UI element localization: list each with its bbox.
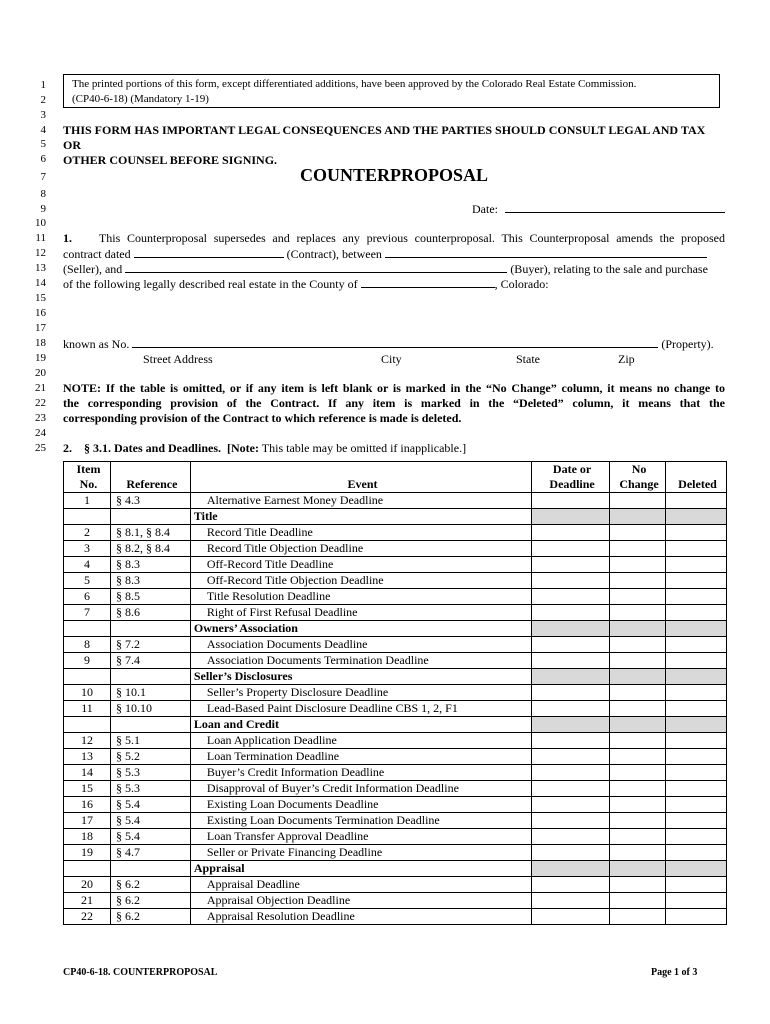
table-row	[64, 909, 727, 925]
date-deadline-cell[interactable]	[532, 701, 610, 717]
line-number: 18	[35, 337, 46, 349]
group-heading: Seller’s Disclosures	[190, 669, 531, 685]
contract-between-label: (Contract), between	[286, 247, 382, 261]
deleted-cell[interactable]	[666, 733, 727, 749]
item-no-cell: 22	[64, 909, 111, 925]
line-number: 16	[35, 307, 46, 319]
date-deadline-cell	[532, 717, 610, 733]
deleted-cell[interactable]	[666, 781, 727, 797]
section1-line8	[63, 336, 725, 352]
line-number: 6	[40, 153, 46, 165]
item-no-cell: 10	[64, 685, 111, 701]
reference-cell: § 5.1	[110, 733, 190, 749]
section2-note-text: This table may be omitted if inapplicable.]	[261, 441, 467, 455]
table-group-row	[64, 509, 727, 525]
item-no-cell	[64, 621, 111, 637]
line-number: 14	[35, 277, 46, 289]
event-cell: Loan Transfer Approval Deadline	[190, 829, 531, 845]
item-no-cell: 15	[64, 781, 111, 797]
line-number: 9	[40, 203, 46, 215]
item-no-cell	[64, 717, 111, 733]
state-caption: State	[516, 352, 540, 366]
no-change-cell[interactable]	[610, 541, 666, 557]
table-row	[64, 829, 727, 845]
reference-cell: § 6.2	[110, 909, 190, 925]
date-deadline-cell	[532, 621, 610, 637]
date-deadline-cell[interactable]	[532, 909, 610, 925]
date-row	[472, 201, 725, 217]
buyer-relating-label: (Buyer), relating to the sale and purchase	[510, 262, 708, 276]
no-change-cell[interactable]	[610, 797, 666, 813]
item-no-cell: 5	[64, 573, 111, 589]
reference-cell: § 8.3	[110, 557, 190, 573]
reference-cell: § 6.2	[110, 877, 190, 893]
line-number: 13	[35, 262, 46, 274]
reference-cell: § 8.3	[110, 573, 190, 589]
event-cell: Lead-Based Paint Disclosure Deadline CBS 1, 2, F1	[190, 701, 531, 717]
line-number: 7	[40, 171, 46, 183]
property-label: (Property).	[661, 337, 714, 351]
table-row	[64, 493, 727, 509]
item-no-cell: 12	[64, 733, 111, 749]
table-row	[64, 589, 727, 605]
table-group-row	[64, 669, 727, 685]
deleted-cell[interactable]	[666, 701, 727, 717]
no-change-cell[interactable]	[610, 557, 666, 573]
reference-cell: § 5.3	[110, 781, 190, 797]
table-row	[64, 605, 727, 621]
table-row	[64, 797, 727, 813]
footer-page-number: Page 1 of 3	[651, 967, 698, 978]
header-reference: Reference	[110, 462, 190, 493]
item-no-cell: 2	[64, 525, 111, 541]
group-heading: Appraisal	[190, 861, 531, 877]
section1-line4	[63, 276, 725, 292]
no-change-cell[interactable]	[610, 893, 666, 909]
event-cell: Appraisal Objection Deadline	[190, 893, 531, 909]
warning-line-1: THIS FORM HAS IMPORTANT LEGAL CONSEQUENCES AND THE PARTIES SHOULD CONSULT LEGAL AND TAX OR	[63, 123, 706, 152]
event-cell: Association Documents Deadline	[190, 637, 531, 653]
no-change-cell[interactable]	[610, 733, 666, 749]
no-change-cell[interactable]	[610, 749, 666, 765]
date-deadline-cell[interactable]	[532, 845, 610, 861]
date-deadline-cell	[532, 509, 610, 525]
table-row	[64, 749, 727, 765]
deleted-cell	[666, 669, 727, 685]
table-row	[64, 733, 727, 749]
no-change-cell	[610, 621, 666, 637]
header-no-change: No Change	[610, 462, 666, 493]
line-number: 12	[35, 247, 46, 259]
item-no-cell: 21	[64, 893, 111, 909]
deleted-cell[interactable]	[666, 813, 727, 829]
known-as-label: known as No.	[63, 337, 130, 351]
section2-heading	[63, 441, 725, 456]
reference-cell	[110, 861, 190, 877]
item-no-cell: 7	[64, 605, 111, 621]
event-cell: Existing Loan Documents Deadline	[190, 797, 531, 813]
table-row	[64, 765, 727, 781]
date-deadline-cell	[532, 669, 610, 685]
approval-notice-box	[63, 74, 720, 108]
deleted-cell[interactable]	[666, 525, 727, 541]
no-change-cell[interactable]	[610, 653, 666, 669]
event-cell: Record Title Objection Deadline	[190, 541, 531, 557]
reference-cell: § 6.2	[110, 893, 190, 909]
no-change-cell	[610, 669, 666, 685]
deleted-cell[interactable]	[666, 557, 727, 573]
reference-cell: § 5.4	[110, 813, 190, 829]
county-label: of the following legally described real estate in the County of	[63, 277, 358, 291]
deleted-cell[interactable]	[666, 493, 727, 509]
deleted-cell[interactable]	[666, 685, 727, 701]
notice-line-2: (CP40-6-18) (Mandatory 1-19)	[72, 93, 209, 105]
item-no-cell: 11	[64, 701, 111, 717]
reference-cell	[110, 717, 190, 733]
date-deadline-cell[interactable]	[532, 765, 610, 781]
item-no-cell: 9	[64, 653, 111, 669]
reference-cell: § 10.10	[110, 701, 190, 717]
line-number: 4	[40, 124, 46, 136]
line-number: 1	[40, 79, 46, 91]
date-deadline-cell[interactable]	[532, 605, 610, 621]
footer-form-id: CP40-6-18. COUNTERPROPOSAL	[63, 967, 218, 978]
date-field[interactable]	[505, 201, 725, 213]
reference-cell: § 7.4	[110, 653, 190, 669]
event-cell: Association Documents Termination Deadline	[190, 653, 531, 669]
section1-intro: This Counterproposal supersedes and replaces any previous counterproposal. This Counterproposal amends the proposed	[98, 231, 725, 245]
date-deadline-cell[interactable]	[532, 749, 610, 765]
date-deadline-cell[interactable]	[532, 781, 610, 797]
date-deadline-cell[interactable]	[532, 653, 610, 669]
section2-number: 2.	[63, 441, 72, 455]
line-number: 24	[35, 427, 46, 439]
table-row	[64, 877, 727, 893]
seller-and-label: (Seller), and	[63, 262, 123, 276]
reference-cell: § 5.2	[110, 749, 190, 765]
line-number: 15	[35, 292, 46, 304]
event-cell: Appraisal Resolution Deadline	[190, 909, 531, 925]
item-no-cell: 18	[64, 829, 111, 845]
table-row	[64, 685, 727, 701]
deleted-cell[interactable]	[666, 749, 727, 765]
note-line-1: NOTE: If the table is omitted, or if any item is left blank or is marked in the “No Change” column, it means no change to	[63, 381, 725, 395]
no-change-cell[interactable]	[610, 637, 666, 653]
no-change-cell[interactable]	[610, 589, 666, 605]
line-number: 17	[35, 322, 46, 334]
reference-cell: § 10.1	[110, 685, 190, 701]
deleted-cell[interactable]	[666, 637, 727, 653]
no-change-cell[interactable]	[610, 605, 666, 621]
notice-line-1: The printed portions of this form, except differentiated additions, have been approved by the Colorado Real Estate Commission.	[72, 78, 637, 90]
date-deadline-cell[interactable]	[532, 893, 610, 909]
deleted-cell[interactable]	[666, 605, 727, 621]
table-row	[64, 845, 727, 861]
section1-line3	[63, 261, 725, 277]
event-cell: Alternative Earnest Money Deadline	[190, 493, 531, 509]
table-row	[64, 557, 727, 573]
date-deadline-cell[interactable]	[532, 733, 610, 749]
event-cell: Buyer’s Credit Information Deadline	[190, 765, 531, 781]
deleted-cell	[666, 861, 727, 877]
reference-cell: § 8.5	[110, 589, 190, 605]
table-row	[64, 525, 727, 541]
table-row	[64, 813, 727, 829]
line-number: 21	[35, 382, 46, 394]
group-heading: Loan and Credit	[190, 717, 531, 733]
item-no-cell: 13	[64, 749, 111, 765]
event-cell: Disapproval of Buyer’s Credit Information Deadline	[190, 781, 531, 797]
reference-cell: § 5.3	[110, 765, 190, 781]
reference-cell: § 8.2, § 8.4	[110, 541, 190, 557]
buyer-name-field[interactable]	[125, 261, 507, 273]
page-title: COUNTERPROPOSAL	[299, 165, 488, 185]
date-deadline-cell[interactable]	[532, 525, 610, 541]
warning-line-2: OTHER COUNSEL BEFORE SIGNING.	[63, 153, 278, 167]
table-row	[64, 541, 727, 557]
line-number: 2	[40, 94, 46, 106]
deleted-cell[interactable]	[666, 797, 727, 813]
table-row	[64, 637, 727, 653]
county-field[interactable]	[361, 276, 495, 288]
dates-deadlines-table	[63, 461, 727, 925]
table-row	[64, 893, 727, 909]
no-change-cell[interactable]	[610, 525, 666, 541]
date-deadline-cell[interactable]	[532, 573, 610, 589]
event-cell: Title Resolution Deadline	[190, 589, 531, 605]
date-deadline-cell[interactable]	[532, 637, 610, 653]
header-item-no: Item No.	[64, 462, 111, 493]
line-number: 5	[40, 138, 46, 150]
item-no-cell: 19	[64, 845, 111, 861]
item-no-cell: 17	[64, 813, 111, 829]
reference-cell	[110, 669, 190, 685]
date-deadline-cell[interactable]	[532, 589, 610, 605]
deleted-cell[interactable]	[666, 829, 727, 845]
line-number: 25	[35, 442, 46, 454]
header-date-deadline: Date or Deadline	[532, 462, 610, 493]
section2-title: § 3.1. Dates and Deadlines.	[84, 441, 222, 455]
legal-warning	[63, 123, 725, 168]
event-cell: Appraisal Deadline	[190, 877, 531, 893]
event-cell: Existing Loan Documents Termination Deadline	[190, 813, 531, 829]
event-cell: Seller’s Property Disclosure Deadline	[190, 685, 531, 701]
event-cell: Record Title Deadline	[190, 525, 531, 541]
date-deadline-cell[interactable]	[532, 877, 610, 893]
group-heading: Owners’ Association	[190, 621, 531, 637]
no-change-cell[interactable]	[610, 701, 666, 717]
line-number: 19	[35, 352, 46, 364]
note-line-2: the corresponding provision of the Contract. If any item is marked in the “Deleted” column, it means that the	[63, 396, 725, 410]
zip-caption: Zip	[618, 352, 635, 366]
property-address-field[interactable]	[132, 336, 658, 348]
item-no-cell: 1	[64, 493, 111, 509]
date-deadline-cell	[532, 861, 610, 877]
no-change-cell[interactable]	[610, 877, 666, 893]
section2-note-label: [Note:	[227, 441, 259, 455]
reference-cell: § 8.1, § 8.4	[110, 525, 190, 541]
item-no-cell: 20	[64, 877, 111, 893]
no-change-cell[interactable]	[610, 813, 666, 829]
legal-description-area[interactable]	[63, 293, 723, 337]
section1-line2	[63, 246, 725, 262]
date-deadline-cell[interactable]	[532, 829, 610, 845]
no-change-cell[interactable]	[610, 781, 666, 797]
event-cell: Loan Application Deadline	[190, 733, 531, 749]
item-no-cell: 16	[64, 797, 111, 813]
reference-cell: § 4.3	[110, 493, 190, 509]
seller-name-field[interactable]	[385, 246, 707, 258]
deleted-cell	[666, 621, 727, 637]
no-change-cell[interactable]	[610, 493, 666, 509]
deleted-cell[interactable]	[666, 653, 727, 669]
event-cell: Loan Termination Deadline	[190, 749, 531, 765]
street-address-caption: Street Address	[143, 352, 213, 366]
deleted-cell	[666, 717, 727, 733]
no-change-cell[interactable]	[610, 845, 666, 861]
date-deadline-cell[interactable]	[532, 685, 610, 701]
reference-cell	[110, 509, 190, 525]
table-group-row	[64, 717, 727, 733]
date-deadline-cell[interactable]	[532, 541, 610, 557]
deleted-cell	[666, 509, 727, 525]
no-change-cell[interactable]	[610, 573, 666, 589]
table-row	[64, 653, 727, 669]
line-number: 10	[35, 217, 46, 229]
section1-line1	[63, 231, 725, 246]
colorado-label: , Colorado:	[494, 277, 549, 291]
reference-cell: § 4.7	[110, 845, 190, 861]
date-label: Date:	[472, 202, 498, 216]
line-number: 23	[35, 412, 46, 424]
section1-number: 1.	[63, 231, 72, 245]
item-no-cell	[64, 509, 111, 525]
item-no-cell	[64, 669, 111, 685]
no-change-cell	[610, 717, 666, 733]
no-change-cell	[610, 509, 666, 525]
deleted-cell[interactable]	[666, 589, 727, 605]
reference-cell: § 5.4	[110, 829, 190, 845]
deleted-cell[interactable]	[666, 573, 727, 589]
date-deadline-cell[interactable]	[532, 493, 610, 509]
date-deadline-cell[interactable]	[532, 813, 610, 829]
item-no-cell: 4	[64, 557, 111, 573]
deleted-cell[interactable]	[666, 877, 727, 893]
deleted-cell[interactable]	[666, 845, 727, 861]
no-change-cell[interactable]	[610, 909, 666, 925]
city-caption: City	[381, 352, 402, 366]
item-no-cell: 6	[64, 589, 111, 605]
reference-cell: § 5.4	[110, 797, 190, 813]
event-cell: Off-Record Title Objection Deadline	[190, 573, 531, 589]
deleted-cell[interactable]	[666, 893, 727, 909]
line-number: 8	[40, 188, 46, 200]
group-heading: Title	[190, 509, 531, 525]
table-group-row	[64, 621, 727, 637]
no-change-cell[interactable]	[610, 765, 666, 781]
line-number: 22	[35, 397, 46, 409]
reference-cell	[110, 621, 190, 637]
table-row	[64, 701, 727, 717]
event-cell: Off-Record Title Deadline	[190, 557, 531, 573]
line-number: 11	[35, 232, 46, 244]
item-no-cell	[64, 861, 111, 877]
item-no-cell: 8	[64, 637, 111, 653]
date-deadline-cell[interactable]	[532, 557, 610, 573]
event-cell: Seller or Private Financing Deadline	[190, 845, 531, 861]
reference-cell: § 8.6	[110, 605, 190, 621]
contract-dated-label: contract dated	[63, 247, 131, 261]
deleted-cell[interactable]	[666, 909, 727, 925]
item-no-cell: 3	[64, 541, 111, 557]
line-number: 3	[40, 109, 46, 121]
reference-cell: § 7.2	[110, 637, 190, 653]
date-deadline-cell[interactable]	[532, 797, 610, 813]
header-deleted: Deleted	[666, 462, 727, 493]
header-event: Event	[190, 462, 531, 493]
line-number: 20	[35, 367, 46, 379]
event-cell: Right of First Refusal Deadline	[190, 605, 531, 621]
table-row	[64, 781, 727, 797]
table-group-row	[64, 861, 727, 877]
deleted-cell[interactable]	[666, 541, 727, 557]
item-no-cell: 14	[64, 765, 111, 781]
table-header-row	[64, 462, 727, 493]
note-line-3: corresponding provision of the Contract to which reference is made is deleted.	[63, 411, 462, 425]
contract-date-field[interactable]	[134, 246, 284, 258]
table-row	[64, 573, 727, 589]
no-change-cell[interactable]	[610, 829, 666, 845]
deleted-cell[interactable]	[666, 765, 727, 781]
no-change-cell[interactable]	[610, 685, 666, 701]
no-change-cell	[610, 861, 666, 877]
